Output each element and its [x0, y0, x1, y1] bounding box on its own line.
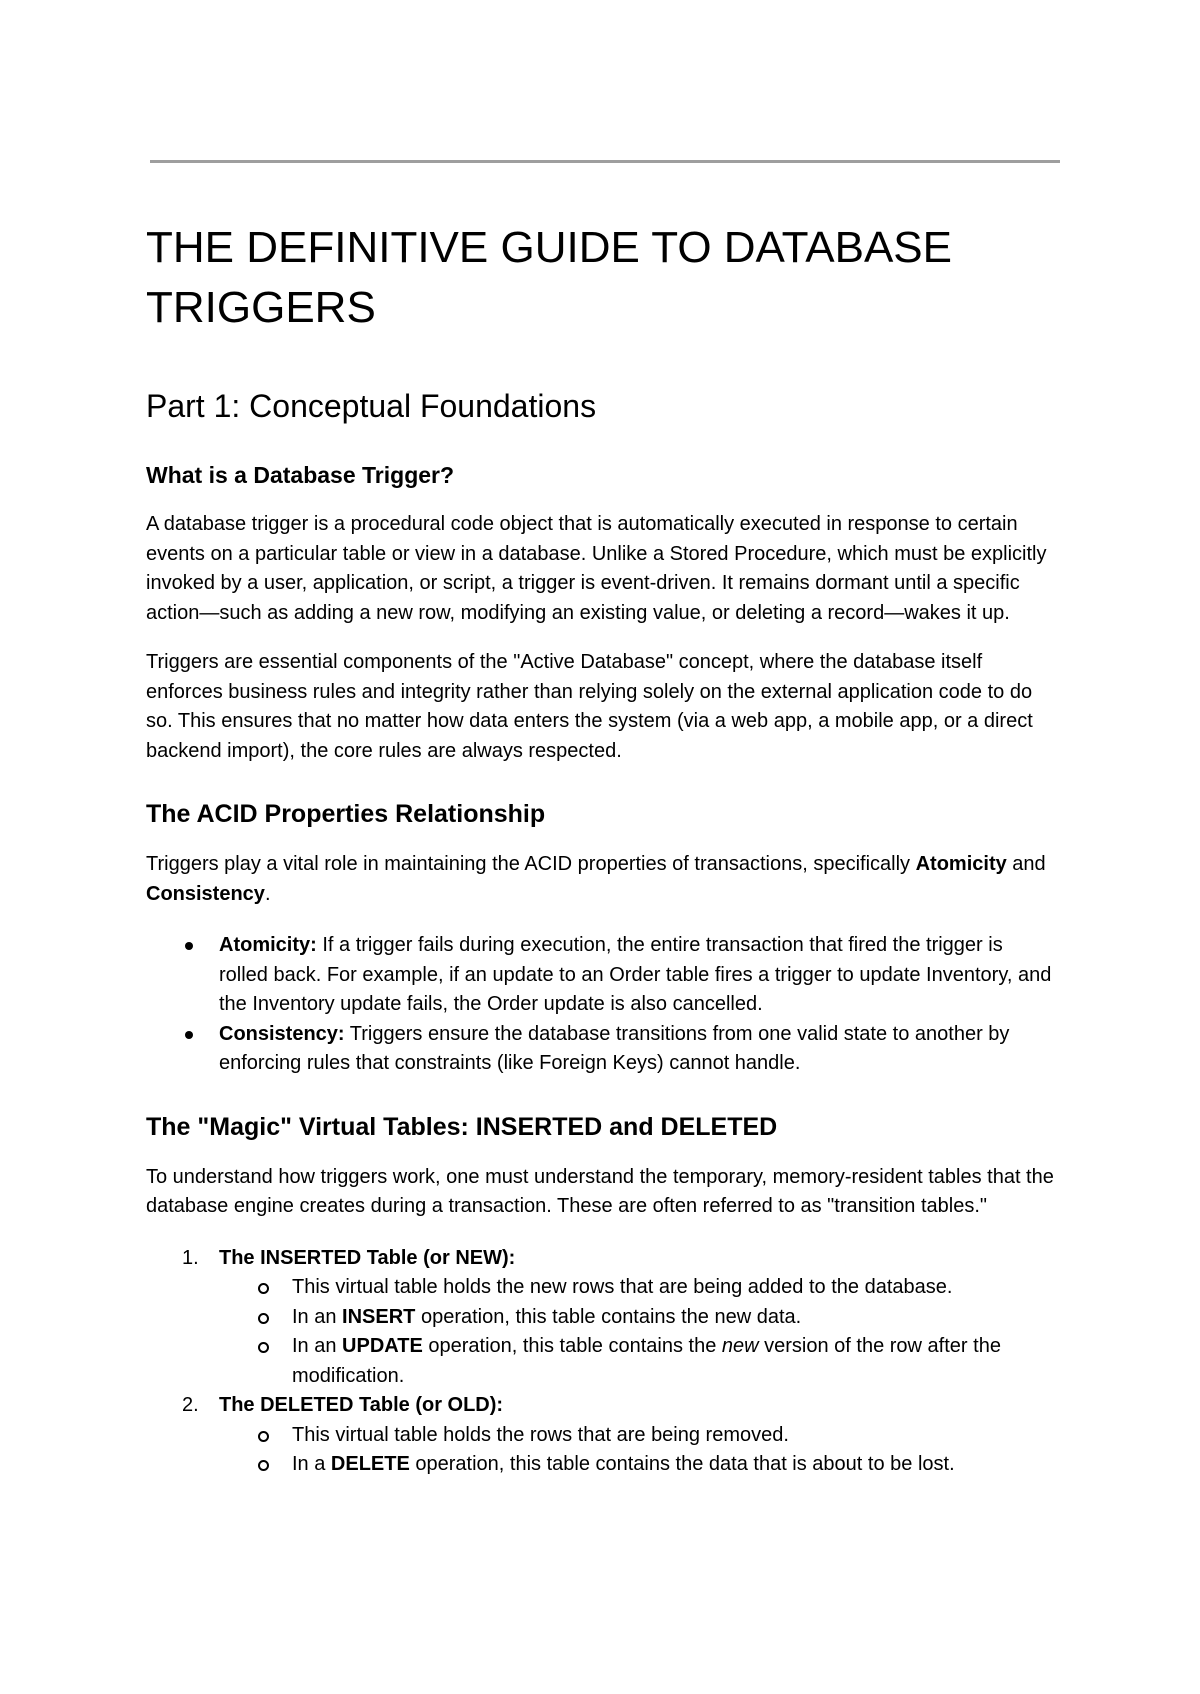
acid-intro-consistency: Consistency: [146, 882, 265, 905]
list-item-label: Atomicity:: [219, 934, 317, 956]
sublist-text: This virtual table holds the new rows that are being added to the database.: [292, 1276, 953, 1298]
paragraph-acid-intro: [146, 850, 1056, 909]
horizontal-rule: [150, 160, 1060, 163]
acid-intro-atomicity: Atomicity: [915, 853, 1007, 875]
sublist-text: In an: [292, 1305, 343, 1328]
sublist-text: This virtual table holds the rows that are being removed.: [292, 1423, 789, 1446]
sublist-item: [146, 1332, 1056, 1391]
sublist-text: In an: [292, 1335, 343, 1357]
hollow-bullet-icon: [258, 1460, 269, 1471]
sublist-item: [146, 1421, 1056, 1451]
list-item-text: If a trigger fails during execution, the entire transaction that fired the trigger is rolled back. For example, if an update to an Order table fires a trigger to update Inventory, and the Inventory update fails, the Order update is also cancelled.: [219, 934, 1052, 1015]
acid-intro-and: and: [1006, 853, 1046, 875]
part-heading: Part 1: Conceptual Foundations: [146, 388, 597, 424]
keyword-delete: DELETE: [330, 1453, 410, 1475]
list-number: 2.: [182, 1394, 199, 1416]
sublist-text: In a: [292, 1453, 331, 1475]
list-item-label: The INSERTED Table (or NEW):: [219, 1246, 516, 1269]
document-title: THE DEFINITIVE GUIDE TO DATABASE TRIGGERS: [146, 223, 952, 332]
bullet-icon: [185, 942, 193, 950]
deleted-sublist: [146, 1421, 1056, 1480]
list-item-label: Consistency:: [219, 1022, 345, 1045]
acid-intro-text: Triggers play a vital role in maintaining the ACID properties of transactions, specifically: [146, 853, 916, 875]
paragraph-active-database: Triggers are essential components of the "Active Database" concept, where the database itself enforces business rules and integrity rather than relying solely on the external application code to do so. This ensures that no matter how data enters the system (via a web app, a mobile app, or a direct backend import), the core rules are always respected.: [146, 651, 1033, 762]
list-number: 1.: [182, 1246, 199, 1269]
keyword-update: UPDATE: [342, 1335, 423, 1357]
section-heading-magic-tables: The "Magic" Virtual Tables: INSERTED and DELETED: [146, 1112, 778, 1141]
hollow-bullet-icon: [258, 1283, 269, 1294]
acid-intro-end: .: [264, 882, 271, 905]
hollow-bullet-icon: [258, 1431, 269, 1442]
section-heading-what-is-trigger: What is a Database Trigger?: [146, 462, 455, 488]
hollow-bullet-icon: [258, 1313, 269, 1324]
sublist-text: operation, this table contains the data that is about to be lost.: [409, 1453, 955, 1475]
section-heading-acid: The ACID Properties Relationship: [146, 800, 546, 828]
inserted-sublist: [146, 1273, 1056, 1391]
list-item-label: The DELETED Table (or OLD):: [219, 1394, 504, 1416]
bullet-icon: [185, 1031, 193, 1039]
sublist-item: [146, 1450, 1056, 1480]
paragraph-definition: A database trigger is a procedural code object that is automatically executed in response to certain events on a particular table or view in a database. Unlike a Stored Procedure, which must be explicitly invoked by a user, application, or script, a trigger is event-driven. It remains dormant until a specific action—such as adding a new row, modifying an existing value, or deleting a record—wakes it up.: [146, 513, 1047, 624]
list-item-deleted: [146, 1391, 1056, 1480]
document-body: [146, 218, 1056, 1480]
emphasis-new: new: [721, 1335, 759, 1357]
keyword-insert: INSERT: [342, 1305, 416, 1328]
acid-bullet-list: [146, 931, 1056, 1079]
sublist-item: [146, 1303, 1056, 1333]
list-item-inserted: [146, 1244, 1056, 1392]
sublist-item: [146, 1273, 1056, 1303]
sublist-text: version of the row after the modification.: [292, 1335, 1001, 1387]
hollow-bullet-icon: [258, 1342, 269, 1353]
list-item-atomicity: [146, 931, 1056, 1020]
sublist-text: operation, this table contains the: [422, 1335, 722, 1357]
paragraph-magic-intro: To understand how triggers work, one must understand the temporary, memory-resident tables that the database engine creates during a transaction. These are often referred to as "transition tables.": [146, 1165, 1054, 1217]
list-item-consistency: [146, 1020, 1056, 1079]
magic-numbered-list: [146, 1244, 1056, 1480]
sublist-text: operation, this table contains the new data.: [415, 1305, 802, 1328]
list-item-text: Triggers ensure the database transitions from one valid state to another by enforcing rules that constraints (like Foreign Keys) cannot handle.: [219, 1022, 1010, 1074]
